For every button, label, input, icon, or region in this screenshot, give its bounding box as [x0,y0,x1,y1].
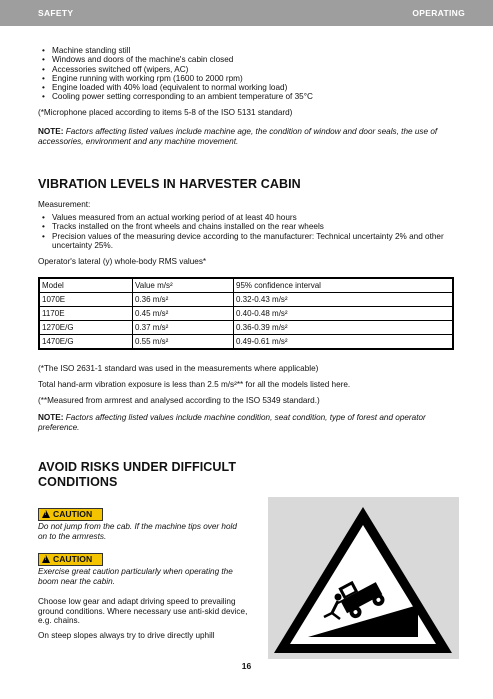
cell-model: 1270E/G [39,321,133,335]
slope-paragraph: On steep slopes always try to drive directly uphill [38,631,215,640]
list-item: • Engine loaded with 40% load (equivalent to normal working load) [40,83,460,92]
table-row [39,293,453,307]
list-item: • Machine standing still [40,46,460,55]
header-interval: 95% confidence interval [234,278,454,293]
note-text: Factors affecting listed values include machine age, the condition of window and door seals, the use of accessories, environment and any machine movement. [38,127,438,147]
section-label: SAFETY [38,8,74,18]
list-item: • Accessories switched off (wipers, AC) [40,65,460,74]
caution-text-2: Exercise great caution particularly when operating the boom near the cabin. [38,567,233,586]
list-item: • Values measured from an actual working period of at least 40 hours [40,213,458,222]
header-model: Model [39,278,133,293]
cell-interval: 0.49-0.61 m/s² [234,335,454,350]
caution-label: CAUTION [53,509,93,519]
caution-badge [38,508,103,521]
vibration-table [38,277,454,350]
tipping-warning-icon [268,497,459,659]
list-item: • Cooling power setting corresponding to an ambient temperature of 35°C [40,92,460,101]
iso-note: (*The ISO 2631-1 standard was used in the measurements where applicable) [38,364,319,373]
table-row [39,321,453,335]
cell-value: 0.55 m/s² [133,335,234,350]
cell-interval: 0.40-0.48 m/s² [234,307,454,321]
table-row [39,307,453,321]
tipping-hazard-illustration [268,497,459,659]
microphone-note: (*Microphone placed according to items 5-8 of the ISO 5131 standard) [38,108,293,117]
cell-interval: 0.32-0.43 m/s² [234,293,454,307]
conditions-list [40,46,460,102]
warning-triangle-icon [42,510,50,518]
caution-label: CAUTION [53,554,93,564]
cell-model: 1070E [39,293,133,307]
header-value: Value m/s² [133,278,234,293]
list-item: • Precision values of the measuring device according to the manufacturer: Technical uncertainty 2% and other uncertainty 25%. [40,232,458,251]
chapter-label: OPERATING [412,8,465,18]
cell-value: 0.37 m/s² [133,321,234,335]
table-caption: Operator's lateral (y) whole-body RMS values* [38,257,207,266]
list-item: • Engine running with working rpm (1600 to 2000 rpm) [40,74,460,83]
note-label: NOTE: [38,413,64,422]
note-text: Factors affecting listed values include machine condition, seat condition, type of forest and operator preference. [38,413,426,433]
list-item: • Tracks installed on the front wheels and chains installed on the rear wheels [40,222,458,231]
measurement-list [40,213,458,250]
warning-triangle-icon [42,555,50,563]
measurement-label: Measurement: [38,200,91,209]
cell-model: 1470E/G [39,335,133,350]
page-number: 16 [241,661,252,671]
table-header-row [39,278,453,293]
hand-arm-text: Total hand-arm vibration exposure is less than 2.5 m/s²** for all the models listed here. [38,380,351,389]
table-row [39,335,453,350]
cell-value: 0.36 m/s² [133,293,234,307]
cell-value: 0.45 m/s² [133,307,234,321]
cell-model: 1170E [39,307,133,321]
list-item: • Windows and doors of the machine's cabin closed [40,55,460,64]
caution-badge [38,553,103,566]
note-block-1 [38,127,458,147]
page-header [0,0,493,26]
cell-interval: 0.36-0.39 m/s² [234,321,454,335]
armrest-note: (**Measured from armrest and analysed according to the ISO 5349 standard.) [38,396,320,405]
driving-paragraph: Choose low gear and adapt driving speed to prevailing ground conditions. Where necessary use anti-skid device, e.g. chains. [38,597,248,626]
risks-heading: AVOID RISKS UNDER DIFFICULT CONDITIONS [38,460,237,489]
vibration-heading: VIBRATION LEVELS IN HARVESTER CABIN [38,177,301,191]
note-block-2 [38,413,458,433]
note-label: NOTE: [38,127,64,136]
caution-text-1: Do not jump from the cab. If the machine tips over hold on to the armrests. [38,522,237,541]
